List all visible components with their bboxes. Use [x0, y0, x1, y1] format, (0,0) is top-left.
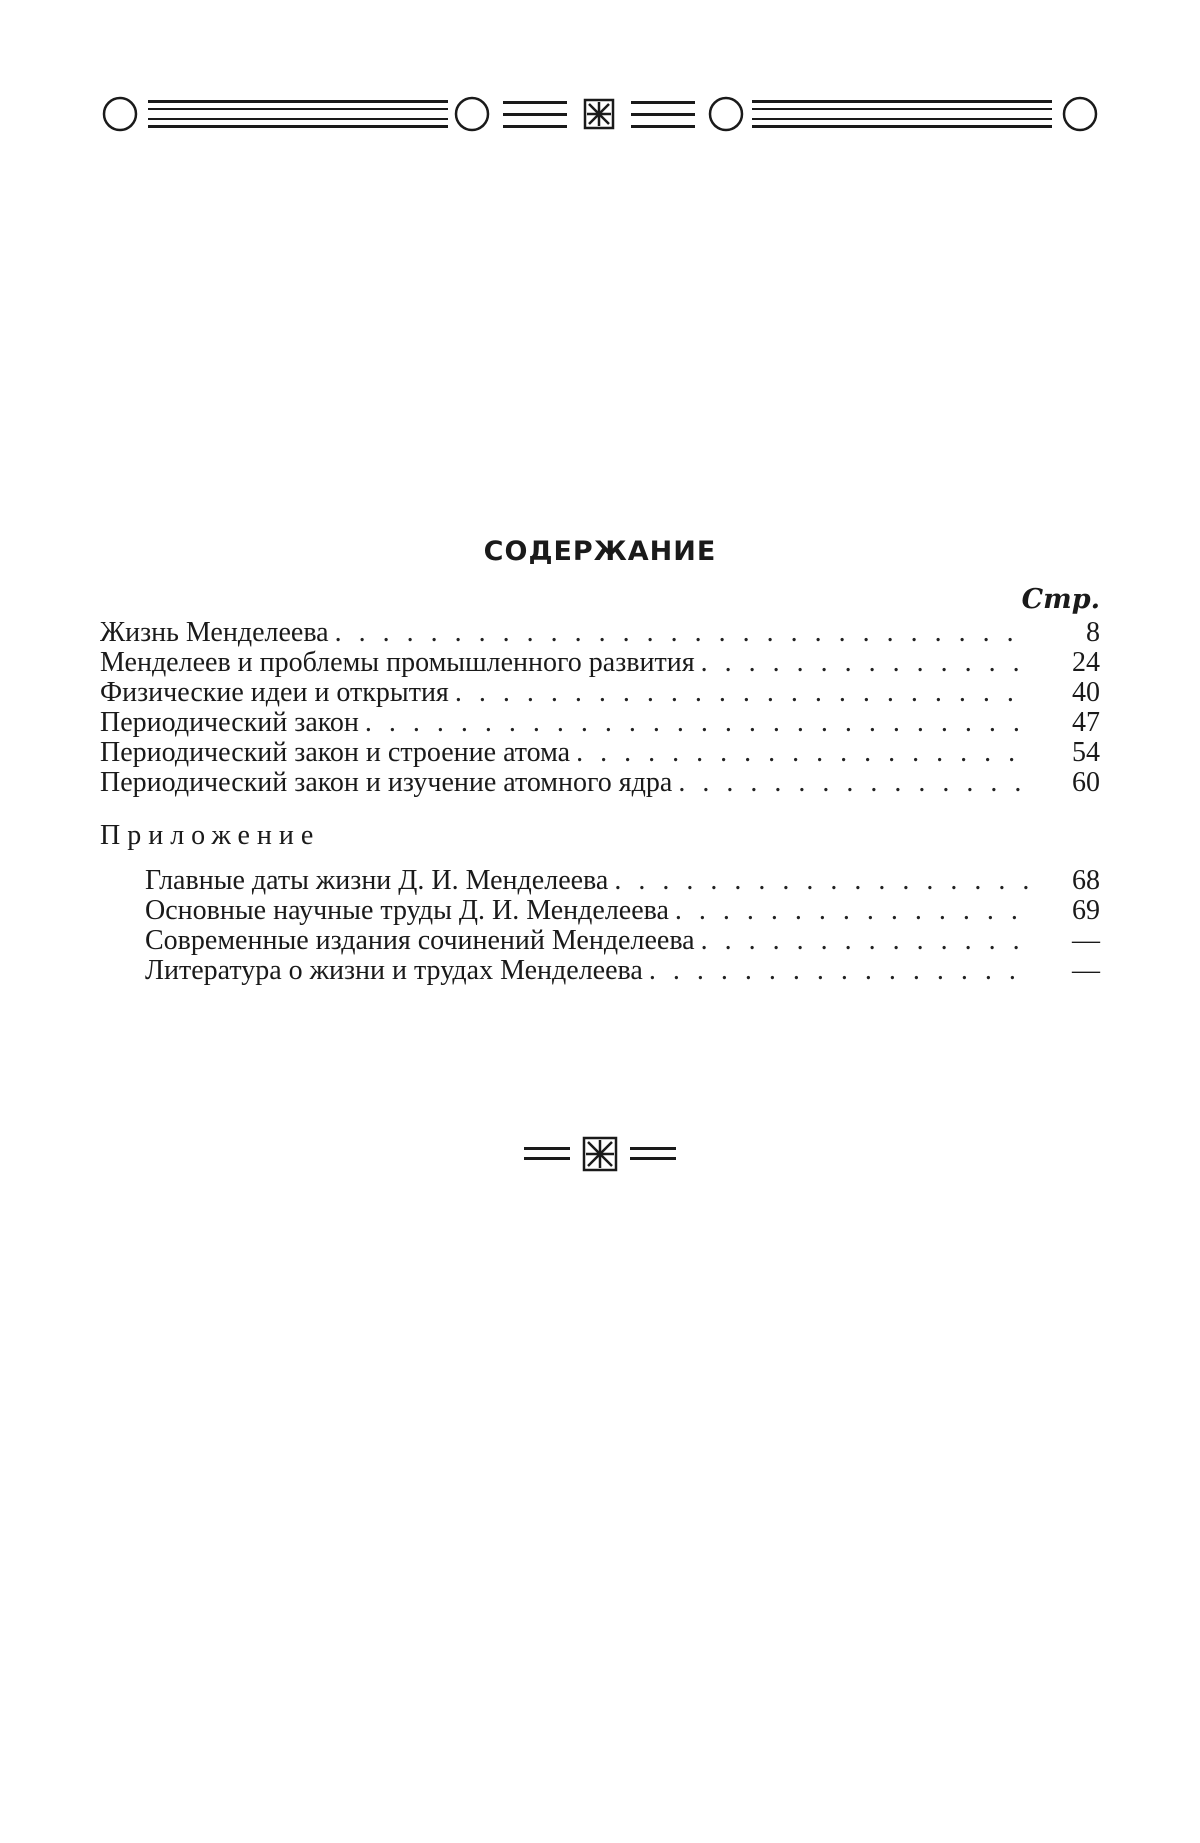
appendix-entry[interactable] [145, 896, 1100, 926]
toc-entry-label: Жизнь Менделеева [100, 617, 329, 648]
toc-entry-label: Менделеев и проблемы промышленного развития [100, 647, 695, 678]
dot-leader [614, 866, 1032, 896]
toc-title: СОДЕРЖАНИЕ [483, 536, 717, 567]
appendix-heading: Приложение [100, 820, 321, 851]
appendix-entry-page: 69 [1072, 895, 1100, 926]
appendix-entry-label: Главные даты жизни Д. И. Менделеева [145, 865, 609, 896]
toc-entry-page: 47 [1072, 707, 1100, 738]
dot-leader [701, 926, 1032, 956]
toc-entry-page: 54 [1072, 737, 1100, 768]
dot-leader [576, 738, 1032, 768]
ornament-circle-icon [1064, 98, 1096, 130]
top-ornament [100, 92, 1100, 136]
toc-entry-page: 60 [1072, 767, 1100, 798]
toc-entry[interactable] [100, 708, 1100, 738]
appendix-entry-page: — [1072, 955, 1100, 986]
toc-entry-label: Периодический закон и строение атома [100, 737, 571, 768]
toc-entry-label: Периодический закон и изучение атомного ядра [100, 767, 673, 798]
appendix-entry-label: Современные издания сочинений Менделеева [145, 925, 695, 956]
appendix-entry[interactable] [145, 926, 1100, 956]
toc-entry-page: 40 [1072, 677, 1100, 708]
dot-leader [335, 618, 1032, 648]
appendix-entry[interactable] [145, 956, 1100, 986]
appendix-entry-label: Литература о жизни и трудах Менделеева [145, 955, 643, 986]
toc-entry[interactable] [100, 738, 1100, 768]
toc-entry-page: 24 [1072, 647, 1100, 678]
dot-leader [675, 896, 1032, 926]
toc-entry-page: 8 [1086, 617, 1100, 648]
ornament-circle-icon [710, 98, 742, 130]
toc-entry[interactable] [100, 768, 1100, 798]
ornament-circle-icon [456, 98, 488, 130]
appendix-entry-page: 68 [1072, 865, 1100, 896]
toc-entry[interactable] [100, 618, 1100, 648]
toc-entry-label: Физические идеи и открытия [100, 677, 449, 708]
appendix-entry-label: Основные научные труды Д. И. Менделеева [145, 895, 669, 926]
toc-entry[interactable] [100, 648, 1100, 678]
dot-leader [455, 678, 1032, 708]
appendix-entry-page: — [1072, 925, 1100, 956]
appendix-entry[interactable] [145, 866, 1100, 896]
dot-leader [701, 648, 1032, 678]
toc-entry-label: Периодический закон [100, 707, 359, 738]
bottom-ornament [522, 1132, 678, 1176]
toc-entry[interactable] [100, 678, 1100, 708]
ornament-star-box-icon [584, 1138, 616, 1170]
dot-leader [678, 768, 1032, 798]
dot-leader [649, 956, 1032, 986]
dot-leader [365, 708, 1032, 738]
page-column-header: Стр. [1021, 584, 1100, 615]
ornament-circle-icon [104, 98, 136, 130]
